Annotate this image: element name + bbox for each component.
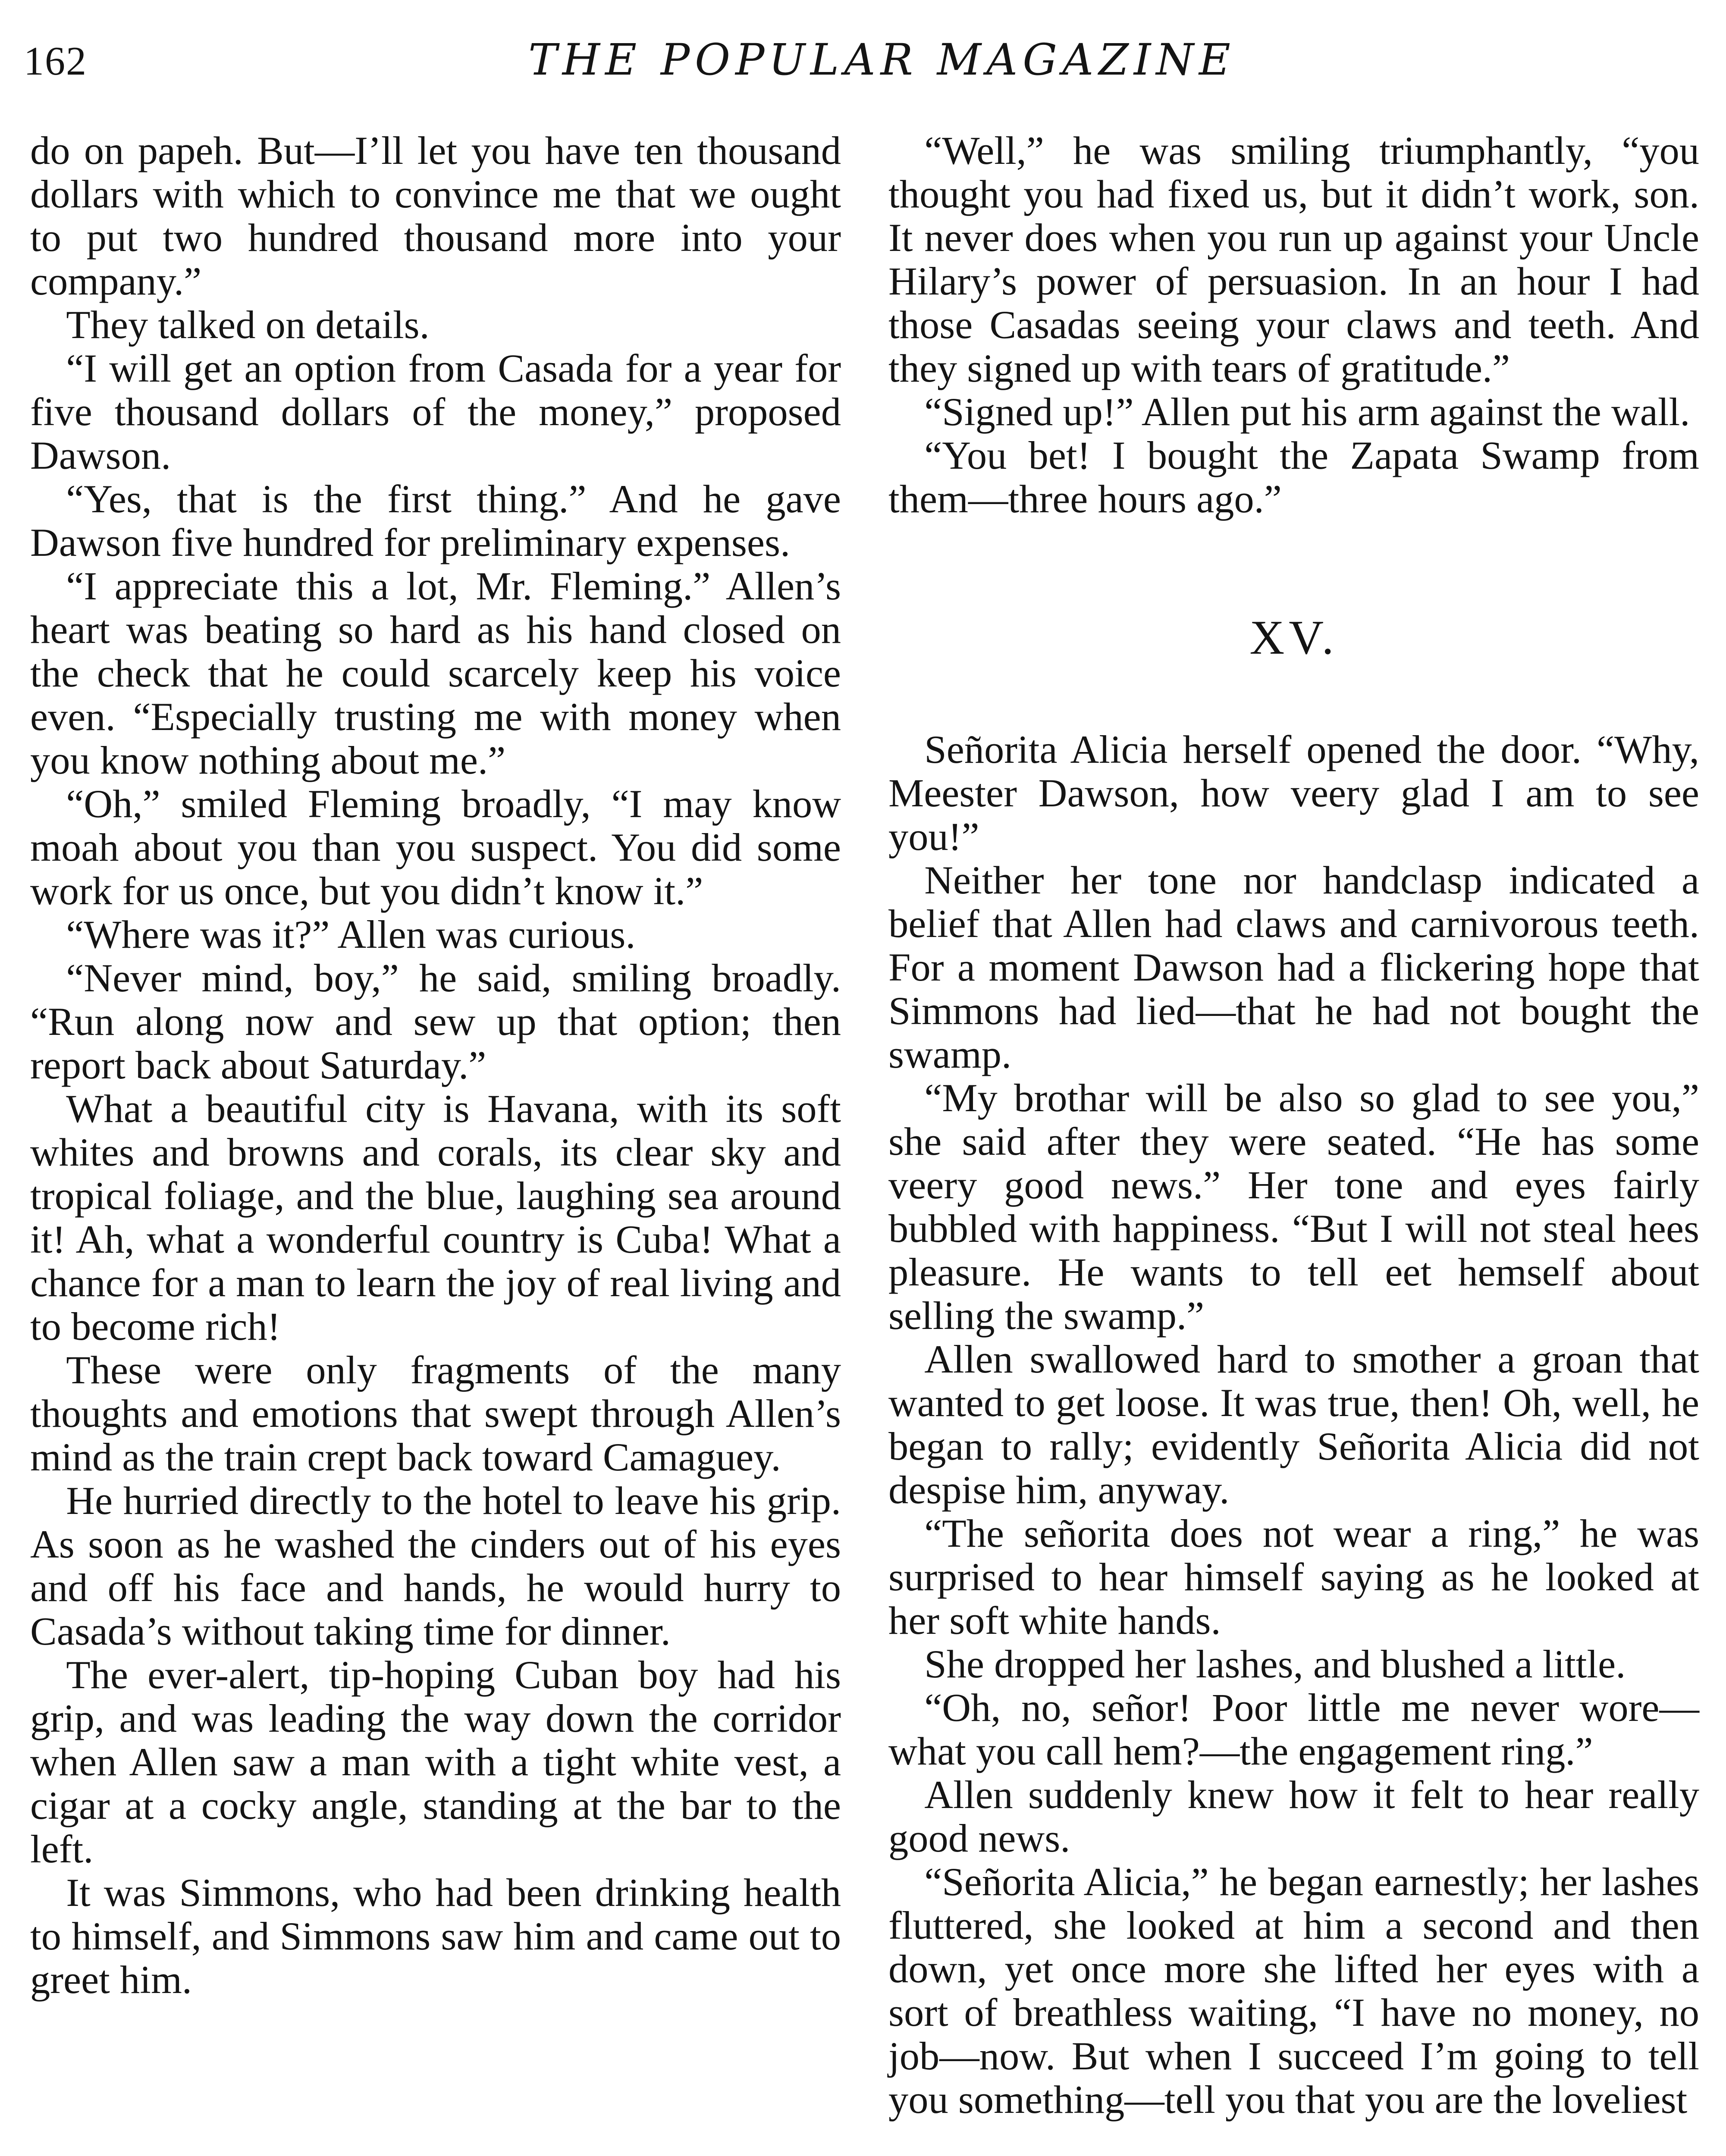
paragraph: “Oh,” smiled Fleming broadly, “I may know moah about you than you suspect. You did some work for us once, but you didn’t know it.” [30,782,841,913]
page-number: 162 [24,39,87,84]
running-title: THE POPULAR MAGAZINE [528,34,1236,85]
paragraph: The ever-alert, tip-hoping Cuban boy had his grip, and was leading the way down the corridor when Allen saw a man with a tight white vest, a cigar at a cocky angle, standing at the bar to the left. [30,1653,841,1871]
paragraph: “Signed up!” Allen put his arm against the wall. [924,390,1690,434]
paragraph: What a beautiful city is Havana, with its soft whites and browns and corals, its clear sky and tropical foliage, and the blue, laughing sea around it! Ah, what a wonderful country is Cuba! What a chance for a man to learn the joy of real living and to become rich! [30,1087,841,1349]
page-header [24,34,1701,99]
paragraph: “Oh, no, señor! Poor little me never wore—what you call hem?—the engagement ring.” [888,1686,1699,1774]
paragraph: “Where was it?” Allen was curious. [66,913,636,957]
paragraph: Neither her tone nor handclasp indicated a belief that Allen had claws and carnivorous teeth. For a moment Dawson had a flickering hope that Simmons had lied—that he had not bought the swamp. [888,859,1699,1077]
paragraph: They talked on details. [66,303,430,347]
paragraph: “I will get an option from Casada for a year for five thousand dollars of the money,” proposed Dawson. [30,347,841,478]
paragraph: Señorita Alicia herself opened the door. “Why, Meester Dawson, how veery glad I am to see you!” [888,728,1699,859]
right-column [888,129,1699,2122]
paragraph: Allen suddenly knew how it felt to hear really good news. [888,1773,1699,1861]
paragraph: “Never mind, boy,” he said, smiling broadly. “Run along now and sew up that option; then report back about Saturday.” [30,956,841,1087]
paragraph: “You bet! I bought the Zapata Swamp from them—three hours ago.” [888,434,1699,521]
paragraph: “The señorita does not wear a ring,” he was surprised to hear himself saying as he looked at her soft white hands. [888,1512,1699,1643]
paragraph: “I appreciate this a lot, Mr. Fleming.” Allen’s heart was beating so hard as his hand closed on the check that he could scarcely keep his voice even. “Especially trusting me with money when you know nothing about me.” [30,564,841,783]
paragraph: It was Simmons, who had been drinking health to himself, and Simmons saw him and came out to greet him. [30,1871,841,2002]
left-column [30,129,841,2002]
chapter-heading: XV. [1249,611,1338,664]
paragraph: “Well,” he was smiling triumphantly, “you thought you had fixed us, but it didn’t work, son. It never does when you run up against your Uncle Hilary’s power of persuasion. In an hour I had those Casadas seeing your claws and teeth. And they signed up with tears of gratitude.” [888,129,1699,391]
paragraph: She dropped her lashes, and blushed a little. [924,1642,1626,1686]
paragraph: “Yes, that is the first thing.” And he gave Dawson five hundred for preliminary expenses. [30,477,841,565]
paragraph: “Señorita Alicia,” he began earnestly; her lashes fluttered, she looked at him a second and then down, yet once more she lifted her eyes with a sort of breathless waiting, “I have no money, no job—now. But when I succeed I’m going to tell you something—tell you that you are the loveliest [888,1860,1699,2122]
paragraph: These were only fragments of the many thoughts and emotions that swept through Allen’s mind as the train crept back toward Camaguey. [30,1348,841,1479]
paragraph: He hurried directly to the hotel to leave his grip. As soon as he washed the cinders out of his eyes and off his face and hands, he would hurry to Casada’s without taking time for dinner. [30,1479,841,1654]
paragraph: do on papeh. But—I’ll let you have ten thousand dollars with which to convince me that we ought to put two hundred thousand more into your company.” [30,129,841,304]
paragraph: Allen swallowed hard to smother a groan that wanted to get loose. It was true, then! Oh, well, he began to rally; evidently Señorita Alicia did not despise him, anyway. [888,1338,1699,1512]
paragraph: “My brothar will be also so glad to see you,” she said after they were seated. “He has some veery good news.” Her tone and eyes fairly bubbled with happiness. “But I will not steal hees pleasure. He wants to tell eet hemself about selling the swamp.” [888,1076,1699,1338]
